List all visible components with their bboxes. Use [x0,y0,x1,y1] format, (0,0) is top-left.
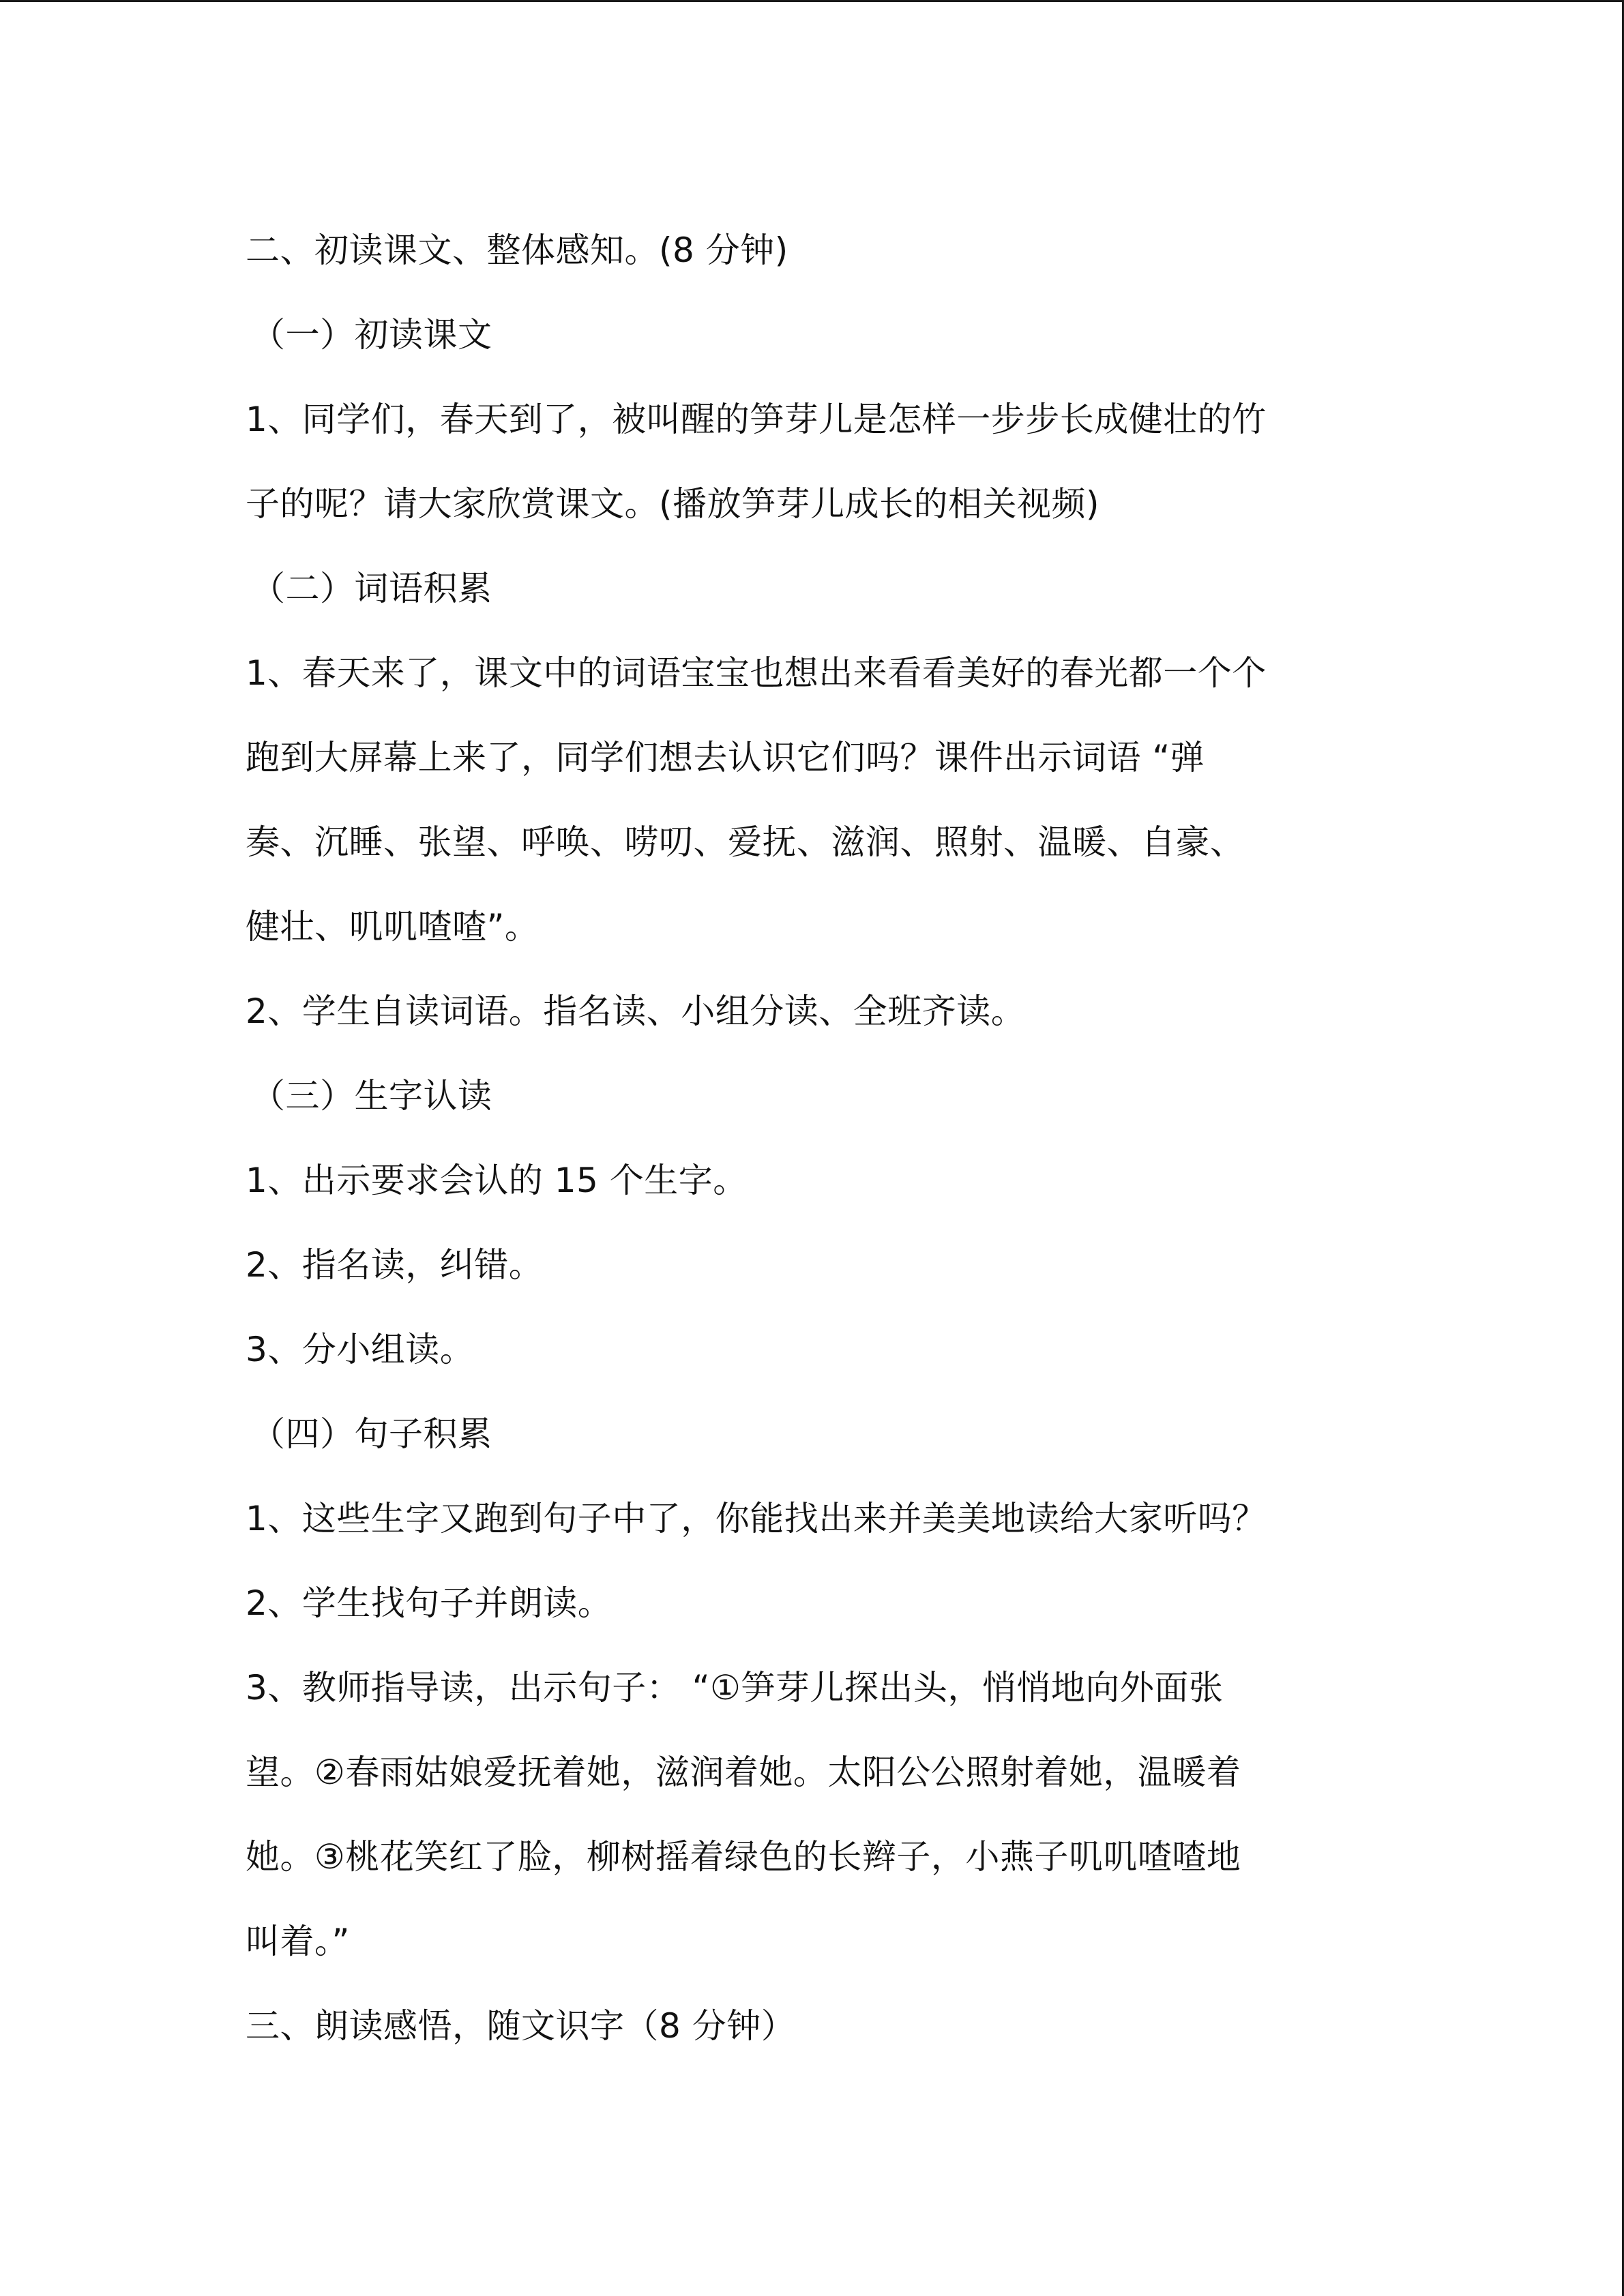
page-top-border [0,0,1624,2]
paragraph-line: 2、指名读，纠错。 [246,1245,544,1285]
paragraph-line: 2、学生自读词语。指名读、小组分读、全班齐读。 [246,992,1026,1031]
paragraph-line: 3、分小组读。 [246,1330,475,1369]
paragraph-line: 她。③桃花笑红了脸，柳树摇着绿色的长辫子，小燕子叽叽喳喳地 [246,1837,1241,1877]
section-heading-2: 二、初读课文、整体感知。(8 分钟) [246,230,788,270]
section-heading-3: 三、朗读感悟，随文识字（8 分钟） [246,2006,796,2046]
paragraph-line: 叫着。” [246,1922,350,1961]
subsection-heading-1: （一）初读课文 [251,315,492,355]
subsection-heading-4: （四）句子积累 [251,1414,492,1454]
paragraph-line: 1、这些生字又跑到句子中了，你能找出来并美美地读给大家听吗？ [246,1499,1267,1538]
paragraph-line: 2、学生找句子并朗读。 [246,1583,612,1623]
paragraph-line: 3、教师指导读，出示句子： “①笋芽儿探出头，悄悄地向外面张 [246,1668,1224,1708]
paragraph-line: 跑到大屏幕上来了，同学们想去认识它们吗？课件出示词语 “弹 [246,738,1205,777]
paragraph-line: 1、出示要求会认的 15 个生字。 [246,1161,748,1200]
subsection-heading-3: （三）生字认读 [251,1076,492,1116]
paragraph-line: 望。②春雨姑娘爱抚着她，滋润着她。太阳公公照射着她，温暖着 [246,1753,1241,1792]
paragraph-line: 健壮、叽叽喳喳”。 [246,907,540,946]
paragraph-line: 子的呢？请大家欣赏课文。(播放笋芽儿成长的相关视频) [246,484,1100,524]
document-body [246,208,1378,2068]
paragraph-line: 1、春天来了，课文中的词语宝宝也想出来看看美好的春光都一个个 [246,653,1267,693]
paragraph-line: 奏、沉睡、张望、呼唤、唠叨、爱抚、滋润、照射、温暖、自豪、 [246,822,1245,862]
subsection-heading-2: （二）词语积累 [251,569,492,608]
paragraph-line: 1、同学们，春天到了，被叫醒的笋芽儿是怎样一步步长成健壮的竹 [246,400,1267,439]
